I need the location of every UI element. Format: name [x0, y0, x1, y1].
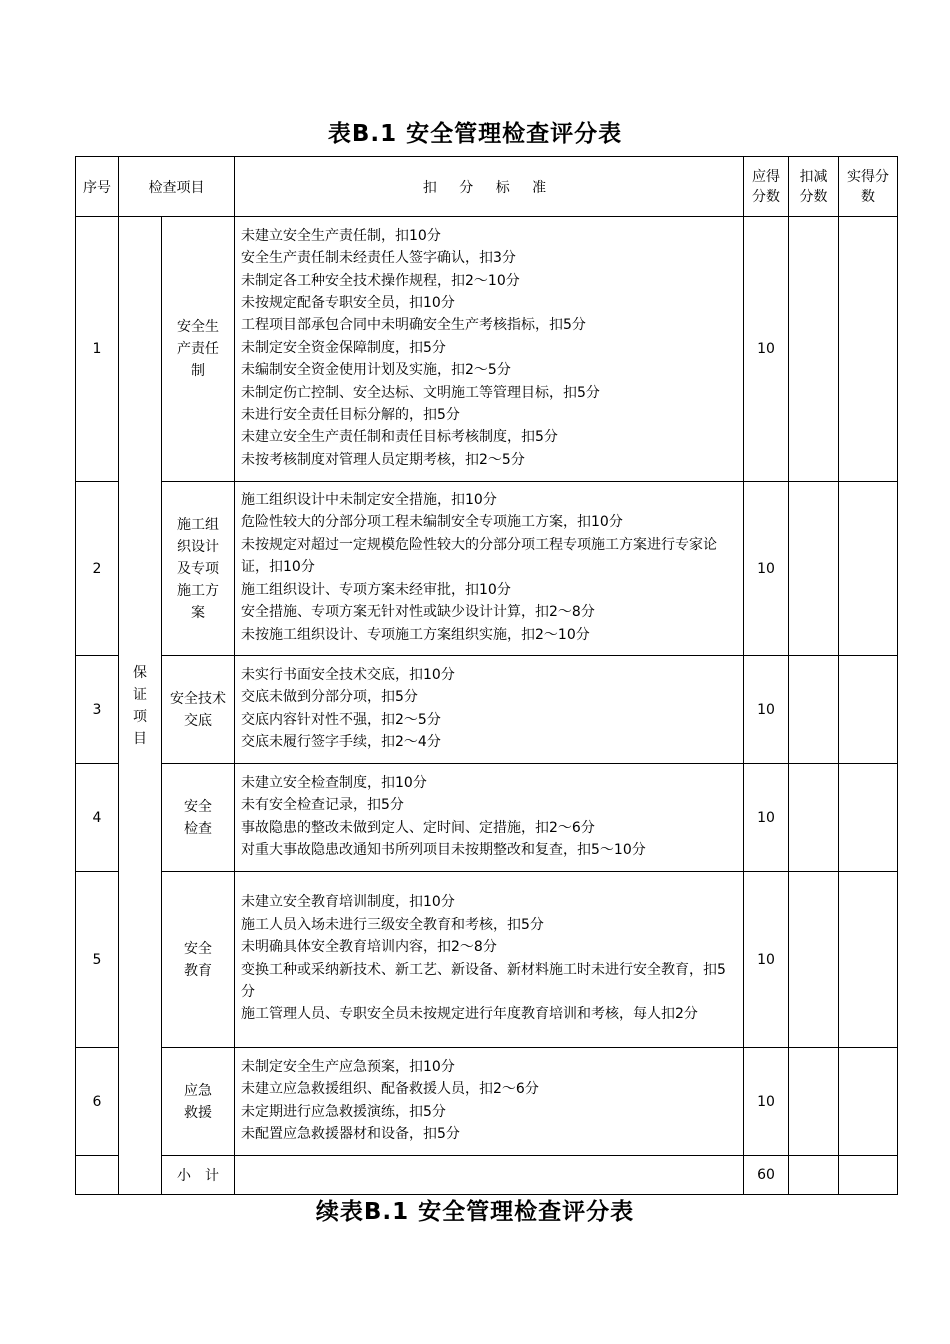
check-item-name: 安全生 产责任 制 — [162, 217, 235, 482]
criteria-line: 未实行书面安全技术交底，扣10分 — [241, 666, 455, 683]
deducted-score[interactable] — [789, 217, 839, 482]
table-title: 表B.1 安全管理检查评分表 — [327, 121, 623, 147]
actual-score[interactable] — [839, 656, 898, 764]
criteria-line: 变换工种或采纳新技术、新工艺、新设备、新材料施工时未进行安全教育，扣5分 — [241, 961, 726, 1000]
criteria-line: 未有安全检查记录，扣5分 — [241, 797, 404, 814]
criteria-line: 未按考核制度对管理人员定期考核，扣2～5分 — [241, 451, 525, 468]
criteria-line: 未制定各工种安全技术操作规程，扣2～10分 — [241, 272, 520, 289]
criteria-line: 对重大事故隐患改通知书所列项目未按期整改和复查，扣5～10分 — [241, 841, 646, 858]
due-score: 10 — [744, 656, 789, 764]
deducted-score[interactable] — [789, 482, 839, 656]
check-item-name: 应急 救援 — [162, 1048, 235, 1156]
actual-score[interactable] — [839, 872, 898, 1048]
subtotal-criteria — [235, 1156, 744, 1195]
criteria-line: 事故隐患的整改未做到定人、定时间、定措施，扣2～6分 — [241, 819, 595, 836]
deduction-criteria — [235, 482, 744, 656]
continued-title: 续表B.1 安全管理检查评分表 — [315, 1199, 635, 1225]
actual-score[interactable] — [839, 482, 898, 656]
criteria-line: 未建立应急救援组织、配备救援人员，扣2～6分 — [241, 1081, 539, 1098]
table-row — [76, 872, 898, 1048]
criteria-line: 未明确具体安全教育培训内容，扣2～8分 — [241, 939, 497, 956]
subtotal-deducted[interactable] — [789, 1156, 839, 1195]
criteria-line: 施工人员入场未进行三级安全教育和考核，扣5分 — [241, 916, 544, 933]
subtotal-number — [76, 1156, 119, 1195]
table-row — [76, 482, 898, 656]
subtotal-label: 小 计 — [162, 1156, 235, 1195]
deducted-score[interactable] — [789, 656, 839, 764]
header-deduct: 扣减分数 — [789, 157, 839, 217]
row-number: 6 — [76, 1048, 119, 1156]
subtotal-due: 60 — [744, 1156, 789, 1195]
deduction-criteria — [235, 764, 744, 872]
header-item: 检查项目 — [119, 157, 235, 217]
deduction-criteria — [235, 1048, 744, 1156]
criteria-line: 未编制安全资金使用计划及实施，扣2～5分 — [241, 362, 511, 379]
due-score: 10 — [744, 872, 789, 1048]
actual-score[interactable] — [839, 217, 898, 482]
due-score: 10 — [744, 764, 789, 872]
criteria-line: 施工组织设计、专项方案未经审批，扣10分 — [241, 581, 511, 598]
criteria-line: 未建立安全生产责任制和责任目标考核制度，扣5分 — [241, 429, 558, 446]
criteria-line: 未按规定配备专职安全员，扣10分 — [241, 294, 455, 311]
table-row — [76, 656, 898, 764]
subtotal-actual[interactable] — [839, 1156, 898, 1195]
deducted-score[interactable] — [789, 764, 839, 872]
criteria-line: 未制定伤亡控制、安全达标、文明施工等管理目标，扣5分 — [241, 384, 600, 401]
criteria-line: 交底未履行签字手续，扣2～4分 — [241, 733, 441, 750]
row-number: 2 — [76, 482, 119, 656]
deduction-criteria — [235, 217, 744, 482]
criteria-line: 未建立安全生产责任制，扣10分 — [241, 227, 441, 244]
due-score: 10 — [744, 217, 789, 482]
criteria-line: 交底内容针对性不强，扣2～5分 — [241, 711, 441, 728]
header-row — [76, 157, 898, 217]
actual-score[interactable] — [839, 1048, 898, 1156]
row-number: 1 — [76, 217, 119, 482]
header-actual: 实得分数 — [839, 157, 898, 217]
due-score: 10 — [744, 1048, 789, 1156]
criteria-line: 安全措施、专项方案无针对性或缺少设计计算，扣2～8分 — [241, 604, 595, 621]
check-item-name: 安全 教育 — [162, 872, 235, 1048]
criteria-line: 施工管理人员、专职安全员未按规定进行年度教育培训和考核，每人扣2分 — [241, 1006, 698, 1023]
criteria-line: 危险性较大的分部分项工程未编制安全专项施工方案，扣10分 — [241, 514, 623, 531]
table-row — [76, 1048, 898, 1156]
criteria-line: 施工组织设计中未制定安全措施，扣10分 — [241, 492, 497, 509]
deducted-score[interactable] — [789, 1048, 839, 1156]
check-item-name: 安全技术 交底 — [162, 656, 235, 764]
due-score: 10 — [744, 482, 789, 656]
check-item-name: 安全 检查 — [162, 764, 235, 872]
criteria-line: 未建立安全检查制度，扣10分 — [241, 774, 427, 791]
row-number: 5 — [76, 872, 119, 1048]
header-criteria: 扣 分 标 准 — [235, 157, 744, 217]
criteria-line: 未制定安全生产应急预案，扣10分 — [241, 1058, 455, 1075]
score-table — [75, 156, 898, 1195]
header-no: 序号 — [76, 157, 119, 217]
criteria-line: 未定期进行应急救援演练，扣5分 — [241, 1103, 446, 1120]
table-row — [76, 764, 898, 872]
criteria-line: 未建立安全教育培训制度，扣10分 — [241, 894, 455, 911]
row-number: 3 — [76, 656, 119, 764]
criteria-line: 安全生产责任制未经责任人签字确认，扣3分 — [241, 250, 516, 267]
actual-score[interactable] — [839, 764, 898, 872]
table-row — [76, 217, 898, 482]
criteria-line: 未按施工组织设计、专项施工方案组织实施，扣2～10分 — [241, 626, 590, 643]
criteria-line: 未按规定对超过一定规模危险性较大的分部分项工程专项施工方案进行专家论证，扣10分 — [241, 536, 717, 576]
header-due: 应得分数 — [744, 157, 789, 217]
subtotal-row — [76, 1156, 898, 1195]
criteria-line: 未进行安全责任目标分解的，扣5分 — [241, 407, 460, 424]
criteria-line: 交底未做到分部分项，扣5分 — [241, 689, 418, 706]
deducted-score[interactable] — [789, 872, 839, 1048]
row-number: 4 — [76, 764, 119, 872]
category-cell: 保 证 项 目 — [119, 217, 162, 1195]
criteria-line: 未配置应急救援器材和设备，扣5分 — [241, 1125, 460, 1142]
deduction-criteria — [235, 872, 744, 1048]
check-item-name: 施工组 织设计 及专项 施工方 案 — [162, 482, 235, 656]
criteria-line: 工程项目部承包合同中未明确安全生产考核指标，扣5分 — [241, 317, 586, 334]
deduction-criteria — [235, 656, 744, 764]
criteria-line: 未制定安全资金保障制度，扣5分 — [241, 339, 446, 356]
